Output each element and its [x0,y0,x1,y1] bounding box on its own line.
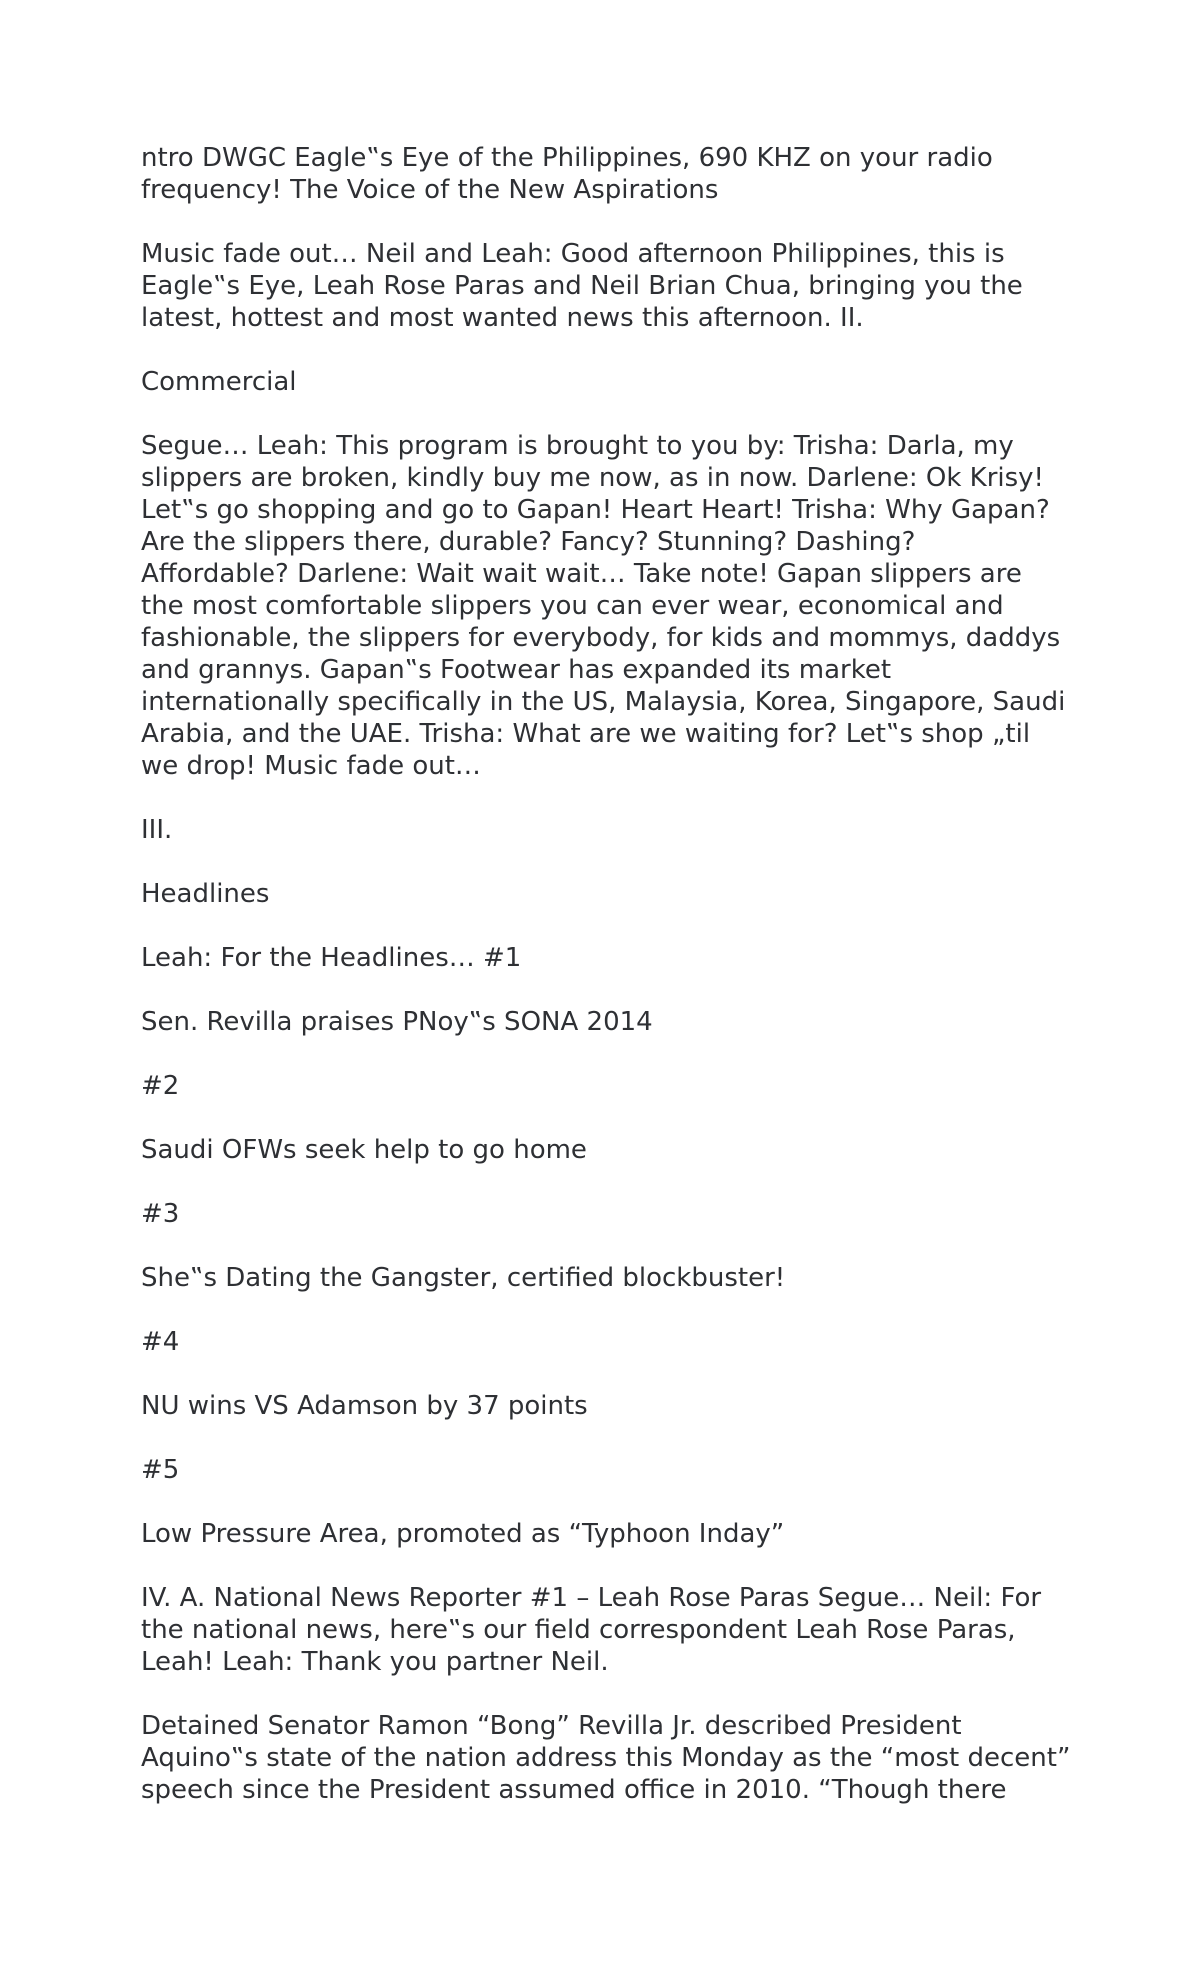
paragraph-news-story: Detained Senator Ramon “Bong” Revilla Jr. described President Aquino‟s state of the nation address this Monday as the “most decent” speech since the President assumed office in 2010. “Though there [141,1711,1071,1805]
section-heading-headlines: Headlines [141,879,270,909]
headline-item: Saudi OFWs seek help to go home [141,1135,587,1165]
paragraph-opening: Music fade out… Neil and Leah: Good afternoon Philippines, this is Eagle‟s Eye, Leah Rose Paras and Neil Brian Chua, bringing you the latest, hottest and most wanted news this afternoon. II. [141,239,1023,333]
paragraph-intro: ntro DWGC Eagle‟s Eye of the Philippines, 690 KHZ on your radio frequency! The Voice of the New Aspirations [141,143,993,205]
headline-number: #4 [141,1327,180,1357]
section-heading-commercial: Commercial [141,367,297,397]
headline-item: She‟s Dating the Gangster, certified blockbuster! [141,1263,786,1293]
headline-number: #5 [141,1455,180,1485]
headline-number: #3 [141,1199,180,1229]
headline-number: #2 [141,1071,180,1101]
section-number: III. [141,815,173,845]
paragraph-commercial: Segue… Leah: This program is brought to you by: Trisha: Darla, my slippers are broken, kindly buy me now, as in now. Darlene: Ok Krisy! Let‟s go shopping and go to Gapan! Heart Heart! Trisha: Why Gapan? Are the slippers there, durable? Fancy? Stunning? Dashing? Affordable? Darlene: Wait wait wait… Take note! Gapan slippers are the most comfortable slippers you can ever wear, economical and fashionable, the slippers for everybody, for kids and mommys, daddys and grannys. Gapan‟s Footwear has expanded its market internationally specifically in the US, Malaysia, Korea, Singapore, Saudi Arabia, and the UAE. Trisha: What are we waiting for? Let‟s shop „til we drop! Music fade out… [141,431,1066,781]
headline-intro: Leah: For the Headlines… #1 [141,943,522,973]
headline-item: Low Pressure Area, promoted as “Typhoon Inday” [141,1519,785,1549]
document-body [141,142,1071,1838]
headline-item: Sen. Revilla praises PNoy‟s SONA 2014 [141,1007,653,1037]
headline-item: NU wins VS Adamson by 37 points [141,1391,588,1421]
paragraph-national-news: IV. A. National News Reporter #1 – Leah Rose Paras Segue… Neil: For the national news, here‟s our field correspondent Leah Rose Paras, Leah! Leah: Thank you partner Neil. [141,1583,1042,1677]
